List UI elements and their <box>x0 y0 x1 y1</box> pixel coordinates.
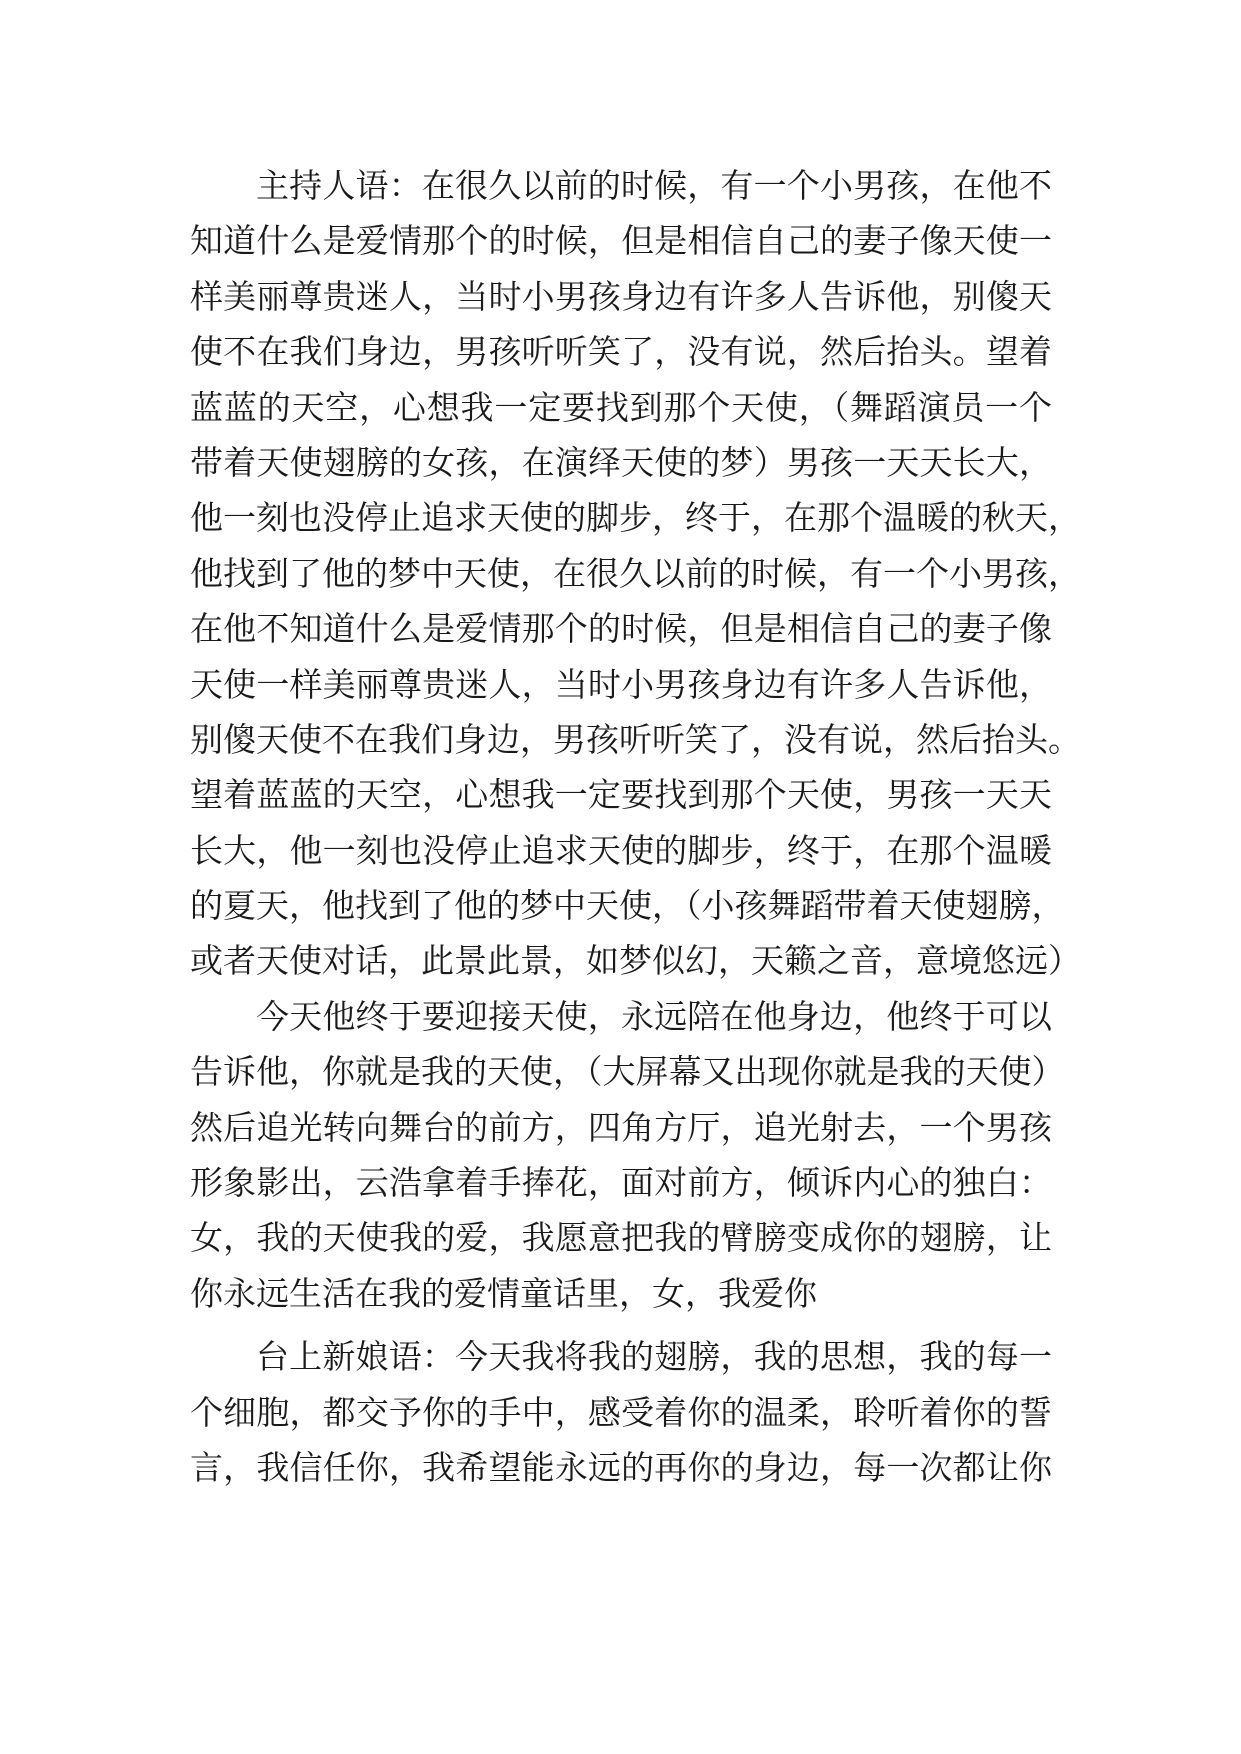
text-line: 样美丽尊贵迷人，当时小男孩身边有许多人告诉他，别傻天 <box>190 276 1052 316</box>
text-line: 望着蓝蓝的天空，心想我一定要找到那个天使，男孩一天天 <box>190 775 1052 815</box>
text-line: 你永远生活在我的爱情童话里，女，我爱你 <box>190 1273 817 1313</box>
document-body <box>190 158 1081 1495</box>
text-line: 使不在我们身边，男孩听听笑了，没有说，然后抬头。望着 <box>190 332 1052 372</box>
text-line: 他找到了他的梦中天使，在很久以前的时候，有一个小男孩， <box>190 553 1081 593</box>
text-line: 带着天使翅膀的女孩，在演绎天使的梦）男孩一天天长大， <box>190 442 1052 482</box>
text-line: 形象影出，云浩拿着手捧花，面对前方，倾诉内心的独白： <box>190 1163 1052 1203</box>
text-line: 个细胞，都交予你的手中，感受着你的温柔，聆听着你的誓 <box>190 1392 1052 1432</box>
text-line: 言，我信任你，我希望能永远的再你的身边，每一次都让你 <box>190 1447 1052 1487</box>
text-line: 的夏天，他找到了他的梦中天使，（小孩舞蹈带着天使翅膀， <box>190 886 1065 926</box>
text-line: 天使一样美丽尊贵迷人，当时小男孩身边有许多人告诉他， <box>190 664 1052 704</box>
text-line: 他一刻也没停止追求天使的脚步，终于，在那个温暖的秋天， <box>190 498 1081 538</box>
text-line: 女，我的天使我的爱，我愿意把我的臂膀变成你的翅膀，让 <box>190 1218 1052 1258</box>
text-line: 或者天使对话，此景此景，如梦似幻，天籁之音，意境悠远） <box>190 941 1081 981</box>
text-line: 告诉他，你就是我的天使，（大屏幕又出现你就是我的天使） <box>190 1052 1065 1092</box>
text-line: 长大，他一刻也没停止追求天使的脚步，终于，在那个温暖 <box>190 830 1052 870</box>
text-line: 在他不知道什么是爱情那个的时候，但是相信自己的妻子像 <box>190 609 1052 649</box>
text-line: 台上新娘语：今天我将我的翅膀，我的思想，我的每一 <box>256 1337 1052 1377</box>
text-line: 蓝蓝的天空，心想我一定要找到那个天使，（舞蹈演员一个 <box>190 387 1052 427</box>
paragraph-spacer <box>190 1321 1052 1329</box>
paragraph-bride-speech <box>190 1329 1052 1495</box>
text-line: 知道什么是爱情那个的时候，但是相信自己的妻子像天使一 <box>190 221 1052 261</box>
text-line: 今天他终于要迎接天使，永远陪在他身边，他终于可以 <box>256 996 1052 1036</box>
text-line: 然后追光转向舞台的前方，四角方厅，追光射去，一个男孩 <box>190 1107 1052 1147</box>
text-line: 别傻天使不在我们身边，男孩听听笑了，没有说，然后抬头。 <box>190 719 1081 759</box>
paragraph-angel-arrives <box>190 989 1065 1321</box>
paragraph-host-intro <box>190 158 1081 989</box>
text-line: 主持人语：在很久以前的时候，有一个小男孩，在他不 <box>256 166 1052 205</box>
